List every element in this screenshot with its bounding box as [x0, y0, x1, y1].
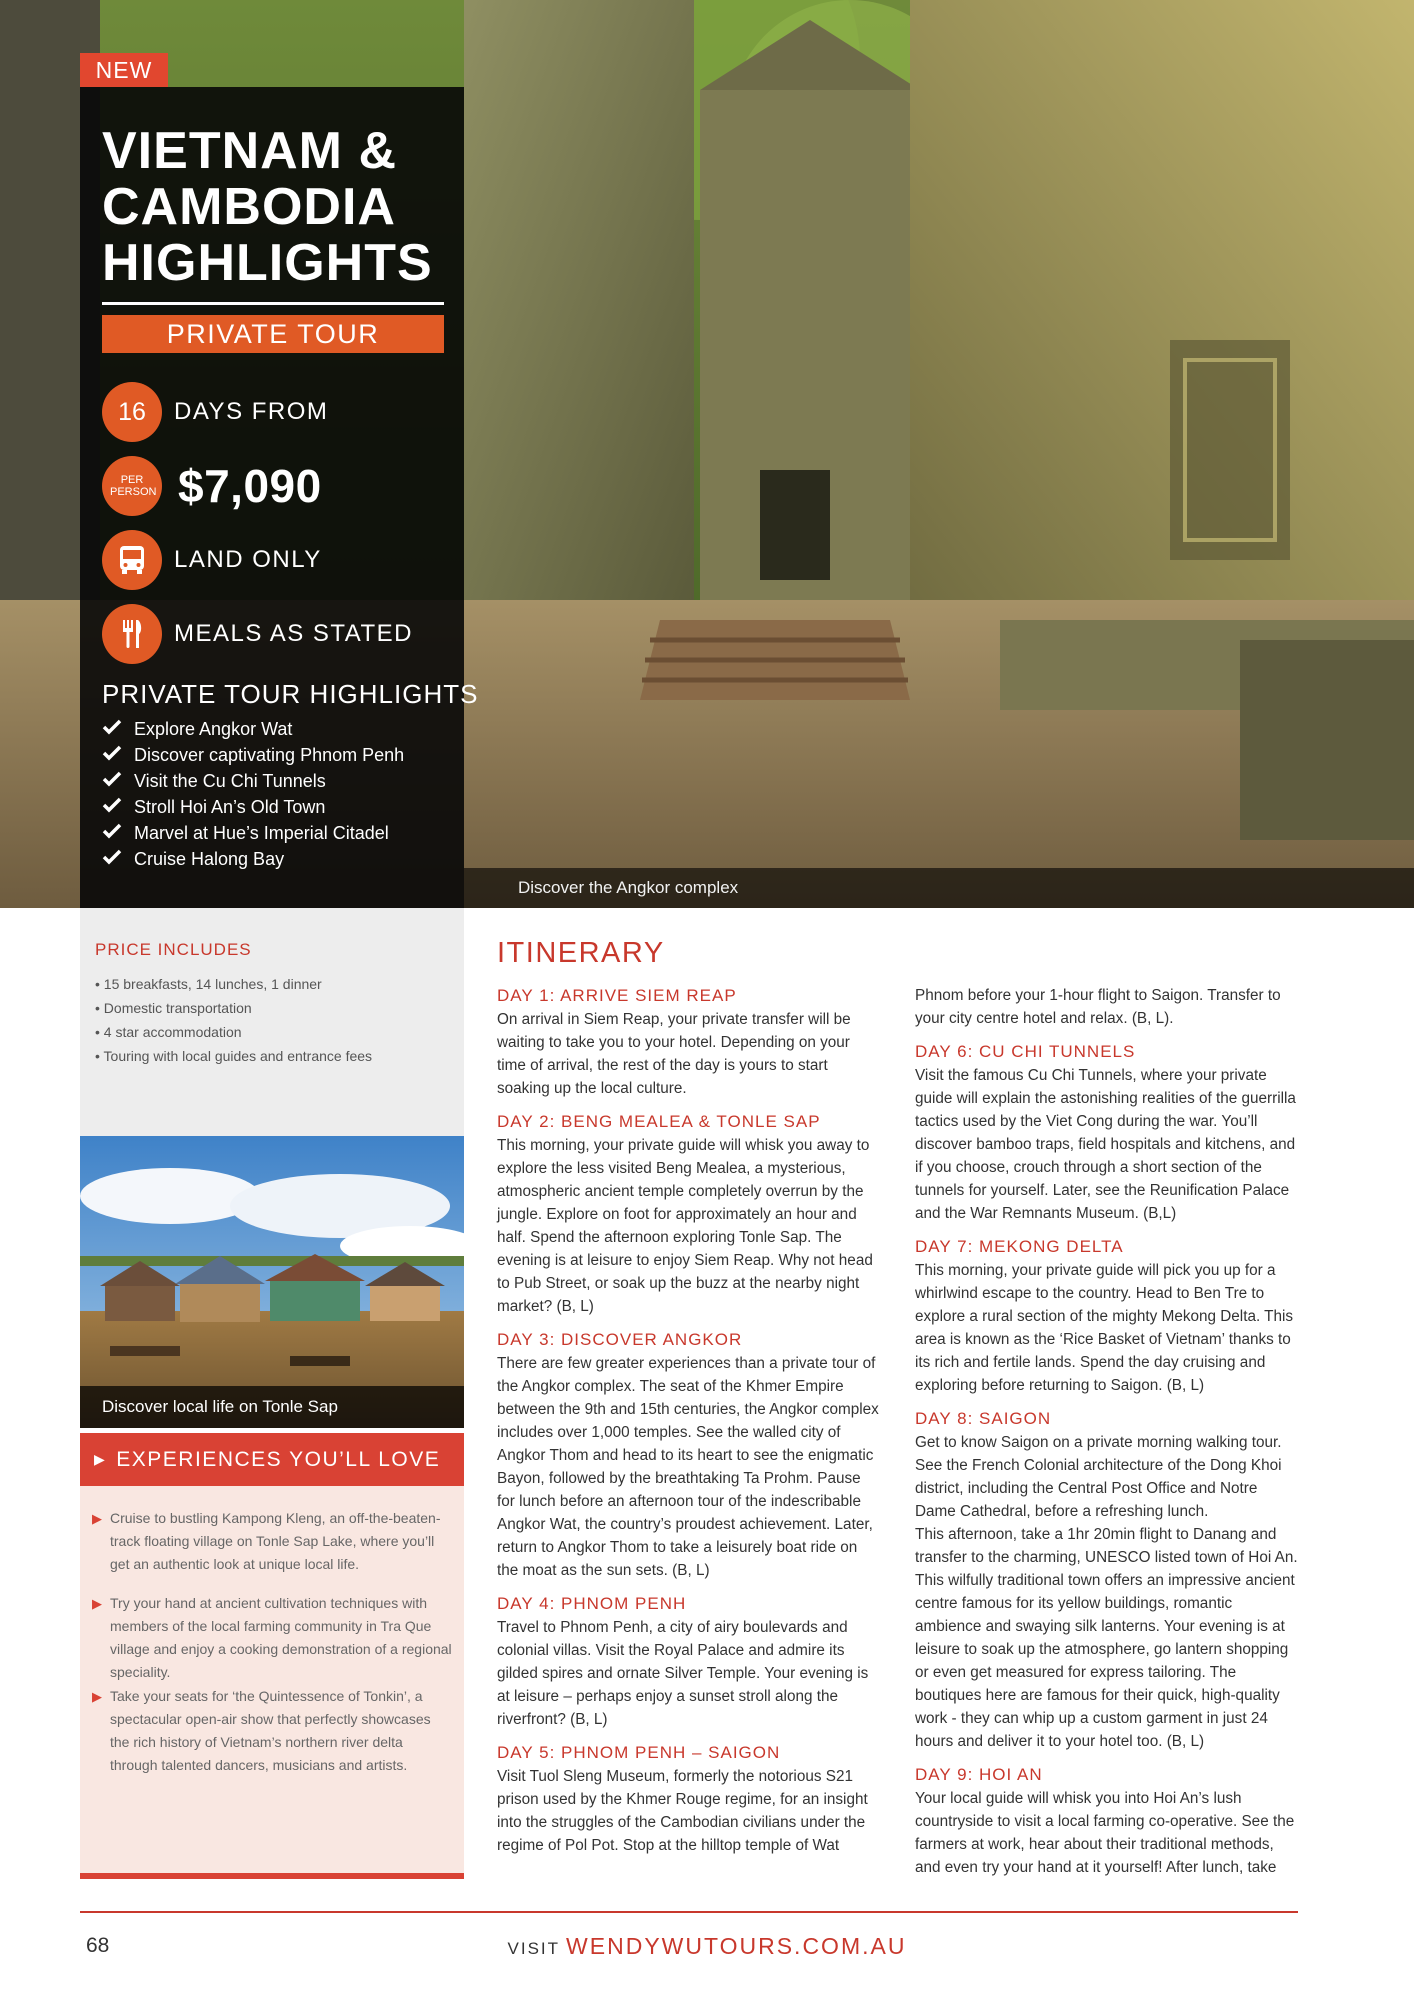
highlight-item — [102, 716, 454, 742]
experiences-title: EXPERIENCES YOU’LL LOVE — [116, 1448, 441, 1471]
title-line: CAMBODIA — [102, 178, 396, 236]
price-include-item: • Touring with local guides and entrance fees — [95, 1044, 372, 1068]
triangle-bullet-icon: ▶ — [92, 1596, 102, 1611]
checkmark-icon — [102, 716, 122, 742]
price-include-item: • 15 breakfasts, 14 lunches, 1 dinner — [95, 972, 372, 996]
price-include-item: • 4 star accommodation — [95, 1020, 372, 1044]
experience-text: Cruise to bustling Kampong Kleng, an off-the-beaten-track floating village on Tonle Sap Lake, where you’ll get an authentic look at unique local life. — [110, 1510, 441, 1572]
experience-item — [92, 1507, 452, 1576]
day-heading: DAY 3: DISCOVER ANGKOR — [497, 1330, 743, 1349]
day-text: Visit the famous Cu Chi Tunnels, where your private guide will explain the astonishing realities of the guerrilla tactics used by the Viet Cong during the war. You’ll discover bamboo traps, field hospitals and kitchens, and if you choose, crouch through a short section of the tunnels for yourself. Later, see the Reunification Palace and the War Remnants Museum. (B,L) — [915, 1067, 1296, 1222]
meals-label: MEALS AS STATED — [174, 620, 414, 647]
triangle-bullet-icon: ▶ — [92, 1689, 102, 1704]
day-heading: DAY 7: MEKONG DELTA — [915, 1237, 1124, 1256]
per-person-circle — [102, 456, 162, 516]
highlight-text: Stroll Hoi An’s Old Town — [134, 797, 326, 817]
page-number: 68 — [86, 1934, 110, 1957]
day-text: Your local guide will whisk you into Hoi An’s lush countryside to visit a local farming co-operative. See the farmers at work, hear about their traditional methods, and even try your hand at it yourself! After lunch, take — [915, 1790, 1295, 1876]
footer-rule — [80, 1911, 1298, 1913]
experiences-bottom-rule — [80, 1873, 464, 1879]
highlight-item — [102, 794, 454, 820]
highlight-item — [102, 768, 454, 794]
highlight-text: Discover captivating Phnom Penh — [134, 745, 405, 765]
price-includes-list — [95, 972, 372, 1068]
highlight-item — [102, 742, 454, 768]
experiences-header — [80, 1433, 464, 1486]
new-badge: NEW — [80, 53, 168, 87]
meals-row — [102, 604, 454, 664]
day-text: This morning, your private guide will pick you up for a whirlwind escape to the country. Head to Ben Tre to explore a rural section of the mighty Mekong Delta. This area is known as the ‘Rice Basket of Vietnam’ thanks to its rich and fertile lands. Spend the day cruising and exploring before returning to Saigon. (B, L) — [915, 1262, 1294, 1394]
highlight-item — [102, 846, 454, 872]
day-text: Travel to Phnom Penh, a city of airy boulevards and colonial villas. Visit the Royal Palace and admire its gilded spires and ornate Silver Temple. Your evening is at leisure – perhaps enjoy a sunset stroll along the riverfront? (B, L) — [497, 1619, 869, 1728]
price-row — [102, 456, 454, 516]
highlight-text: Explore Angkor Wat — [134, 719, 293, 739]
per-person-label: PER PERSON — [110, 474, 157, 498]
day-heading: DAY 5: PHNOM PENH – SAIGON — [497, 1743, 781, 1762]
day-text: Visit Tuol Sleng Museum, formerly the notorious S21 prison used by the Khmer Rouge regime, for an insight into the struggles of the Cambodian civilians under the regime of Pol Pot. Stop at the hilltop temple of Wat — [497, 1768, 868, 1854]
highlight-item — [102, 820, 454, 846]
title-divider — [102, 302, 444, 305]
highlight-text: Marvel at Hue’s Imperial Citadel — [134, 823, 389, 843]
land-only-label: LAND ONLY — [174, 546, 322, 573]
tour-price: $7,090 — [178, 460, 322, 512]
title-line: HIGHLIGHTS — [102, 234, 433, 292]
highlight-text: Cruise Halong Bay — [134, 849, 285, 869]
tonle-sap-caption: Discover local life on Tonle Sap — [80, 1386, 464, 1428]
day-text: This afternoon, take a 1hr 20min flight to Danang and transfer to the charming, UNESCO listed town of Hoi An. This wilfully traditional town offers an impressive ancient centre famous for its yellow buildings, romantic ambience and swaying silk lanterns. Your evening is at leisure to soak up the atmosphere, go lantern shopping or even get measured for express tailoring. The boutiques here are famous for their quick, high-quality work - they can whip up a custom garment in just 24 hours and deliver it to your hotel too. (B, L) — [915, 1526, 1298, 1750]
itinerary-column-1 — [497, 984, 882, 1857]
days-label: DAYS FROM — [174, 398, 329, 425]
day-text: Phnom before your 1-hour flight to Saigon. Transfer to your city centre hotel and relax. (B, L). — [915, 987, 1281, 1027]
day-heading: DAY 1: ARRIVE SIEM REAP — [497, 986, 737, 1005]
checkmark-icon — [102, 794, 122, 820]
checkmark-icon — [102, 820, 122, 846]
day-heading: DAY 9: HOI AN — [915, 1765, 1043, 1784]
experience-text: Try your hand at ancient cultivation techniques with members of the local farming community in Tra Que village and enjoy a cooking demonstration of a regional speciality. — [110, 1595, 452, 1680]
day-text: There are few greater experiences than a private tour of the Angkor complex. The seat of the Khmer Empire between the 9th and 15th centuries, the Angkor complex includes over 1,000 temples. See the walled city of Angkor Thom and head to its heart to see the enigmatic Bayon, followed by the breathtaking Ta Prohm. Pause for lunch before an afternoon tour of the indescribable Angkor Wat, the country’s proudest achievement. Later, return to Angkor Thom to take a leisurely boat ride on the moat as the sun sets. (B, L) — [497, 1355, 879, 1579]
triangle-bullet-icon: ▶ — [92, 1511, 102, 1526]
itinerary-column-2 — [915, 984, 1300, 1879]
tour-title — [102, 123, 452, 291]
arrow-right-icon: ▶ — [94, 1451, 107, 1467]
days-number: 16 — [118, 397, 146, 426]
website-link[interactable]: WENDYWUTOURS.COM.AU — [566, 1933, 907, 1959]
experience-item — [92, 1685, 452, 1777]
day-heading: DAY 8: SAIGON — [915, 1409, 1052, 1428]
bus-icon — [102, 530, 162, 590]
day-text: This morning, your private guide will whisk you away to explore the less visited Beng Mealea, a mysterious, atmospheric ancient temple completely overrun by the jungle. Explore on foot for approximately an hour and half. Spend the afternoon exploring Tonle Sap. The evening is at leisure to enjoy Siem Reap. Why not head to Pub Street, or soak up the buzz at the nearby night market? (B, L) — [497, 1137, 873, 1315]
title-line: VIETNAM & — [102, 122, 397, 180]
highlight-text: Visit the Cu Chi Tunnels — [134, 771, 326, 791]
checkmark-icon — [102, 768, 122, 794]
day-text: On arrival in Siem Reap, your private transfer will be waiting to take you to your hotel. Depending on your time of arrival, the rest of the day is yours to start soaking up the local culture. — [497, 1011, 851, 1097]
highlights-title: PRIVATE TOUR HIGHLIGHTS — [102, 679, 479, 709]
experience-text: Take your seats for ‘the Quintessence of Tonkin’, a spectacular open-air show that perfectly showcases the rich history of Vietnam’s northern river delta through talented dancers, musicians and artists. — [110, 1688, 431, 1773]
day-text: Get to know Saigon on a private morning walking tour. See the French Colonial architecture of the Dong Khoi district, including the Central Post Office and Notre Dame Cathedral, before a refreshing lunch. — [915, 1434, 1282, 1520]
footer-website — [0, 1933, 1414, 1960]
land-only-row — [102, 530, 454, 590]
tonle-sap-photo — [80, 1136, 464, 1428]
price-include-item: • Domestic transportation — [95, 996, 372, 1020]
day-heading: DAY 6: CU CHI TUNNELS — [915, 1042, 1136, 1061]
day-heading: DAY 4: PHNOM PENH — [497, 1594, 687, 1613]
highlights-list — [102, 716, 454, 872]
days-circle — [102, 382, 162, 442]
checkmark-icon — [102, 742, 122, 768]
price-includes-title: PRICE INCLUDES — [95, 940, 252, 959]
hero-photo-caption: Discover the Angkor complex — [464, 868, 1414, 908]
visit-label: VISIT — [507, 1939, 561, 1958]
checkmark-icon — [102, 846, 122, 872]
cutlery-icon — [102, 604, 162, 664]
duration-row — [102, 382, 454, 442]
tour-type-banner: PRIVATE TOUR — [102, 315, 444, 353]
itinerary-title: ITINERARY — [497, 937, 665, 969]
day-heading: DAY 2: BENG MEALEA & TONLE SAP — [497, 1112, 821, 1131]
experience-item — [92, 1592, 452, 1684]
